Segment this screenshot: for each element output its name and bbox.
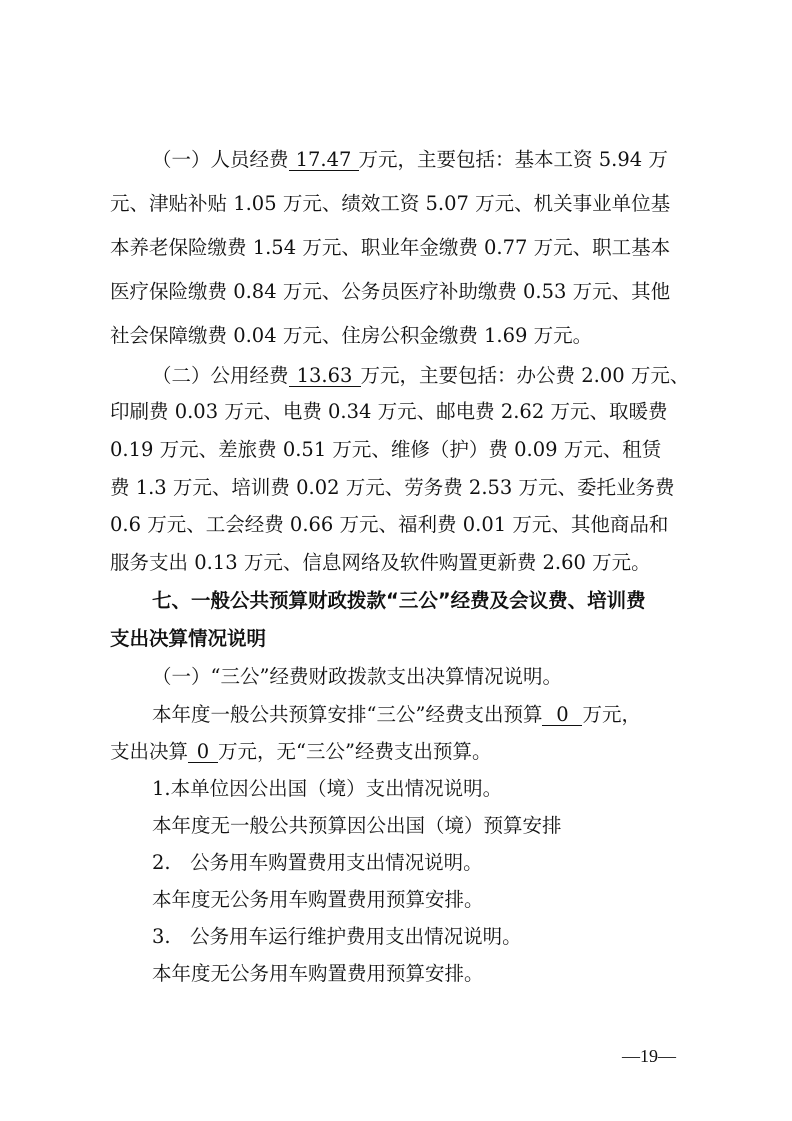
public-cost-line-5: 0.6 万元、工会经费 0.66 万元、福利费 0.01 万元、其他商品和: [110, 513, 669, 536]
public-cost-line-3: 0.19 万元、差旅费 0.51 万元、维修（护）费 0.09 万元、租赁: [110, 438, 662, 461]
page-number: —19—: [622, 1046, 676, 1066]
item-2-text: 本年度无公务用车购置费用预算安排。: [152, 888, 484, 911]
final-accounts-tail: 万元，无“三公”经费支出预算。: [218, 740, 492, 763]
public-cost-text: 万元，主要包括：办公费 2.00 万元、: [360, 364, 690, 387]
item-3-text: 本年度无公务用车购置费用预算安排。: [152, 962, 484, 985]
personnel-cost-line-1: [152, 148, 668, 172]
final-accounts-text: 支出决算: [110, 740, 189, 763]
public-cost-heading: （二）公用经费: [152, 364, 289, 387]
personnel-cost-amount: 17.47: [289, 150, 359, 171]
item-3-heading: 3. 公务用车运行维护费用支出情况说明。: [152, 925, 522, 948]
public-cost-line-4: 费 1.3 万元、培训费 0.02 万元、劳务费 2.53 万元、委托业务费: [110, 476, 675, 499]
personnel-cost-text: 万元，主要包括：基本工资 5.94 万: [358, 148, 668, 171]
budget-unit: 万元，: [582, 703, 641, 726]
section-title-line-1: 七、一般公共预算财政拨款“三公”经费及会议费、培训费: [152, 589, 646, 612]
item-1-heading: 1.本单位因公出国（境）支出情况说明。: [152, 777, 503, 800]
item-1-text: 本年度无一般公共预算因公出国（境）预算安排: [152, 814, 562, 837]
final-accounts-amount: 0: [188, 742, 218, 763]
section-title-line-2: 支出决算情况说明: [110, 627, 267, 650]
three-public-budget-line-1: [152, 703, 641, 727]
public-cost-line-2: 印刷费 0.03 万元、电费 0.34 万元、邮电费 2.62 万元、取暖费: [110, 400, 668, 423]
public-cost-line-6: 服务支出 0.13 万元、信息网络及软件购置更新费 2.60 万元。: [110, 551, 651, 574]
three-public-budget-line-2: [110, 740, 491, 764]
item-2-heading: 2. 公务用车购置费用支出情况说明。: [152, 851, 483, 874]
personnel-cost-line-2: 元、津贴补贴 1.05 万元、绩效工资 5.07 万元、机关事业单位基: [110, 192, 671, 215]
public-cost-line-1: [152, 364, 689, 388]
public-cost-amount: 13.63: [289, 366, 361, 387]
subsection-heading: （一）“三公”经费财政拨款支出决算情况说明。: [152, 665, 562, 688]
budget-amount: 0: [542, 705, 582, 726]
personnel-cost-heading: （一）人员经费: [152, 148, 289, 171]
personnel-cost-line-5: 社会保障缴费 0.04 万元、住房公积金缴费 1.69 万元。: [110, 324, 593, 347]
personnel-cost-line-3: 本养老保险缴费 1.54 万元、职业年金缴费 0.77 万元、职工基本: [110, 236, 671, 259]
personnel-cost-line-4: 医疗保险缴费 0.84 万元、公务员医疗补助缴费 0.53 万元、其他: [110, 280, 671, 303]
budget-text: 本年度一般公共预算安排“三公”经费支出预算: [152, 703, 543, 726]
